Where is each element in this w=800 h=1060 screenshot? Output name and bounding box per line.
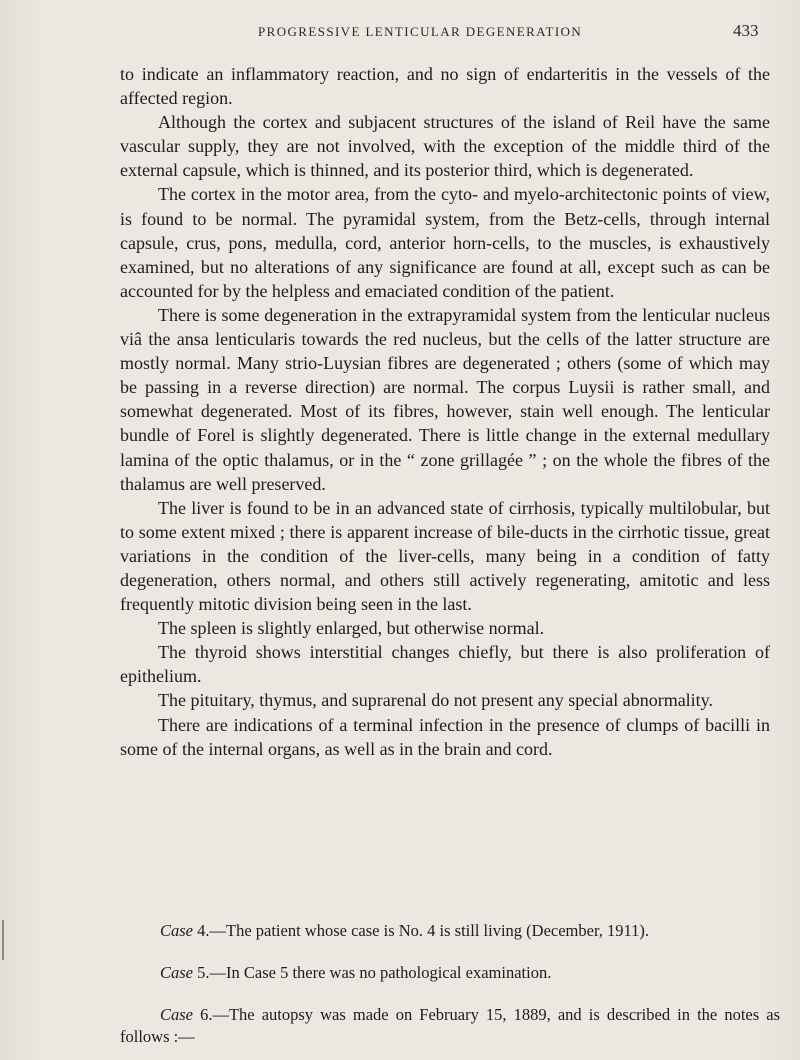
page-number: 433 [733,21,759,40]
case-text: 5.—In Case 5 there was no pathological examination. [197,963,552,982]
binding-edge-mark [2,920,4,960]
case-notes [120,920,780,1048]
paragraph: The thyroid shows interstitial changes chiefly, but there is also proliferation of epithelium. [120,642,770,687]
paragraph: There is some degeneration in the extrapyramidal system from the lenticular nucleus viâ the ansa lenticularis towards the red nucleus, but the cells of the latter structure are mostly normal. Many strio-Luysian fibres are degenerated ; others (some of which may be passing in a reverse direction) are normal. The corpus Luysii is rather small, and somewhat degenerated. Most of its fibres, however, stain well enough. The lenticular bundle of Forel is slightly degenerated. There is little change in the external medullary lamina of the optic thalamus, or in the “ zone grillagée ” ; on the whole the fibres of the thalamus are well preserved. [120,304,770,494]
case-entry [120,962,780,984]
case-label: Case [160,1005,193,1024]
paragraph: The spleen is slightly enlarged, but otherwise normal. [158,618,545,639]
case-entry [120,920,780,942]
paragraph: to indicate an inflammatory reaction, and no sign of endarteritis in the vessels of the affected region. [120,64,770,109]
case-entry [120,1004,780,1048]
paragraph: The liver is found to be in an advanced state of cirrhosis, typically multilobular, but to some extent mixed ; there is apparent increase of bile-ducts in the cirrhotic tissue, great variations in the condition of the liver-cells, many being in a condition of fatty degeneration, others normal, and others still actively regenerating, amitotic and less frequently mitotic division being seen in the last. [120,497,770,615]
case-text: 4.—The patient whose case is No. 4 is still living (December, 1911). [197,921,650,940]
paragraph: Although the cortex and subjacent structures of the island of Reil have the same vascular supply, they are not involved, with the exception of the middle third of the external capsule, which is thinned, and its posterior third, which is degenerated. [120,112,770,181]
paragraph: The pituitary, thymus, and suprarenal do not present any special abnormality. [158,690,714,711]
paragraph: There are indications of a terminal infection in the presence of clumps of bacilli in some of the internal organs, as well as in the brain and cord. [120,714,770,759]
case-label: Case [160,921,193,940]
case-text: 6.—The autopsy was made on February 15, 1889, and is described in the notes as follows :— [120,1005,780,1046]
case-label: Case [160,963,193,982]
running-title: PROGRESSIVE LENTICULAR DEGENERATION [258,24,583,39]
paragraph: The cortex in the motor area, from the cyto- and myelo-architectonic points of view, is found to be normal. The pyramidal system, from the Betz-cells, through internal capsule, crus, pons, medulla, cord, anterior horn-cells, to the muscles, is exhaustively examined, but no alterations of any significance are found at all, except such as can be accounted for by the helpless and emaciated condition of the patient. [120,184,770,301]
body-text [120,62,770,761]
